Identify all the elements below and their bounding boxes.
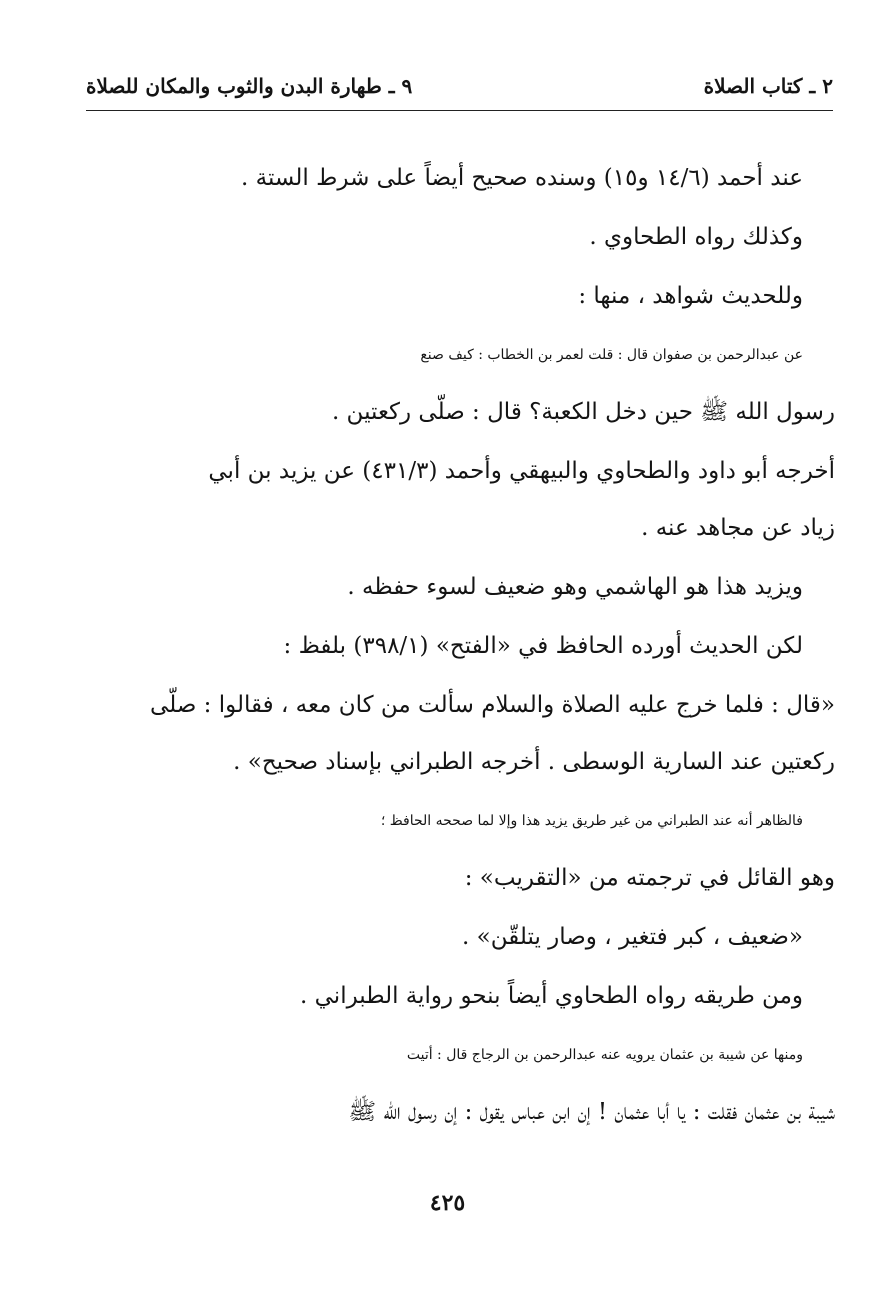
paragraph <box>82 327 835 441</box>
text-line: لكن الحديث أورده الحافظ في «الفتح» (٣٩٨/١) بلفظ : <box>283 633 803 659</box>
text-line: ومن طريقه رواه الطحاوي أيضاً بنحو رواية الطبراني . <box>300 983 803 1009</box>
text-line: «ضعيف ، كبر فتغير ، وصار يتلقّن» . <box>462 924 803 950</box>
paragraph <box>82 559 835 616</box>
chapter-title: ٢ ـ كتاب الصلاة <box>703 74 833 98</box>
paragraph <box>82 443 835 557</box>
text-line: شيبة بن عثمان فقلت : يا أبا عثمان ! إن ابن عباس يقول : إن رسول الله ﷺ <box>348 1099 835 1125</box>
text-line: ومنها عن شيبة بن عثمان يرويه عنه عبدالرحمن بن الرجاج قال : أتيت <box>406 1047 803 1063</box>
text-line: وهو القائل في ترجمته من «التقريب» : <box>464 865 835 891</box>
paragraph <box>82 677 835 791</box>
text-line: «قال : فلما خرج عليه الصلاة والسلام سألت من كان معه ، فقالوا : صلّى <box>150 692 835 718</box>
text-line: فالظاهر أنه عند الطبراني من غير طريق يزيد هذا وإلا لما صححه الحافظ ؛ <box>380 813 803 829</box>
text-line: عند أحمد (١٤/٦ و١٥) وسنده صحيح أيضاً على شرط الستة . <box>240 165 803 191</box>
text-line: وكذلك رواه الطحاوي . <box>589 224 803 250</box>
text-line: أخرجه أبو داود والطحاوي والبيهقي وأحمد (٤٣١/٣) عن يزيد بن أبي <box>208 458 835 484</box>
paragraph <box>82 909 835 966</box>
text-line: ركعتين عند السارية الوسطى . أخرجه الطبراني بإسناد صحيح» . <box>233 749 835 775</box>
paragraph <box>82 1027 835 1141</box>
paragraph <box>82 150 835 207</box>
page-number: ٤٢٥ <box>429 1190 466 1216</box>
paragraph <box>82 793 835 907</box>
main-text <box>82 150 835 1143</box>
text-line: رسول الله ﷺ حين دخل الكعبة؟ قال : صلّى ركعتين . <box>331 399 835 425</box>
paragraph <box>82 618 835 675</box>
text-line: عن عبدالرحمن بن صفوان قال : قلت لعمر بن الخطاب : كيف صنع <box>420 347 803 363</box>
paragraph <box>82 209 835 266</box>
paragraph <box>82 268 835 325</box>
running-header <box>86 62 833 111</box>
text-line: زياد عن مجاهد عنه . <box>641 515 835 541</box>
paragraph <box>82 968 835 1025</box>
section-title: ٩ ـ طهارة البدن والثوب والمكان للصلاة <box>86 74 413 98</box>
text-line: ويزيد هذا هو الهاشمي وهو ضعيف لسوء حفظه . <box>347 574 803 600</box>
text-line: وللحديث شواهد ، منها : <box>578 283 803 309</box>
